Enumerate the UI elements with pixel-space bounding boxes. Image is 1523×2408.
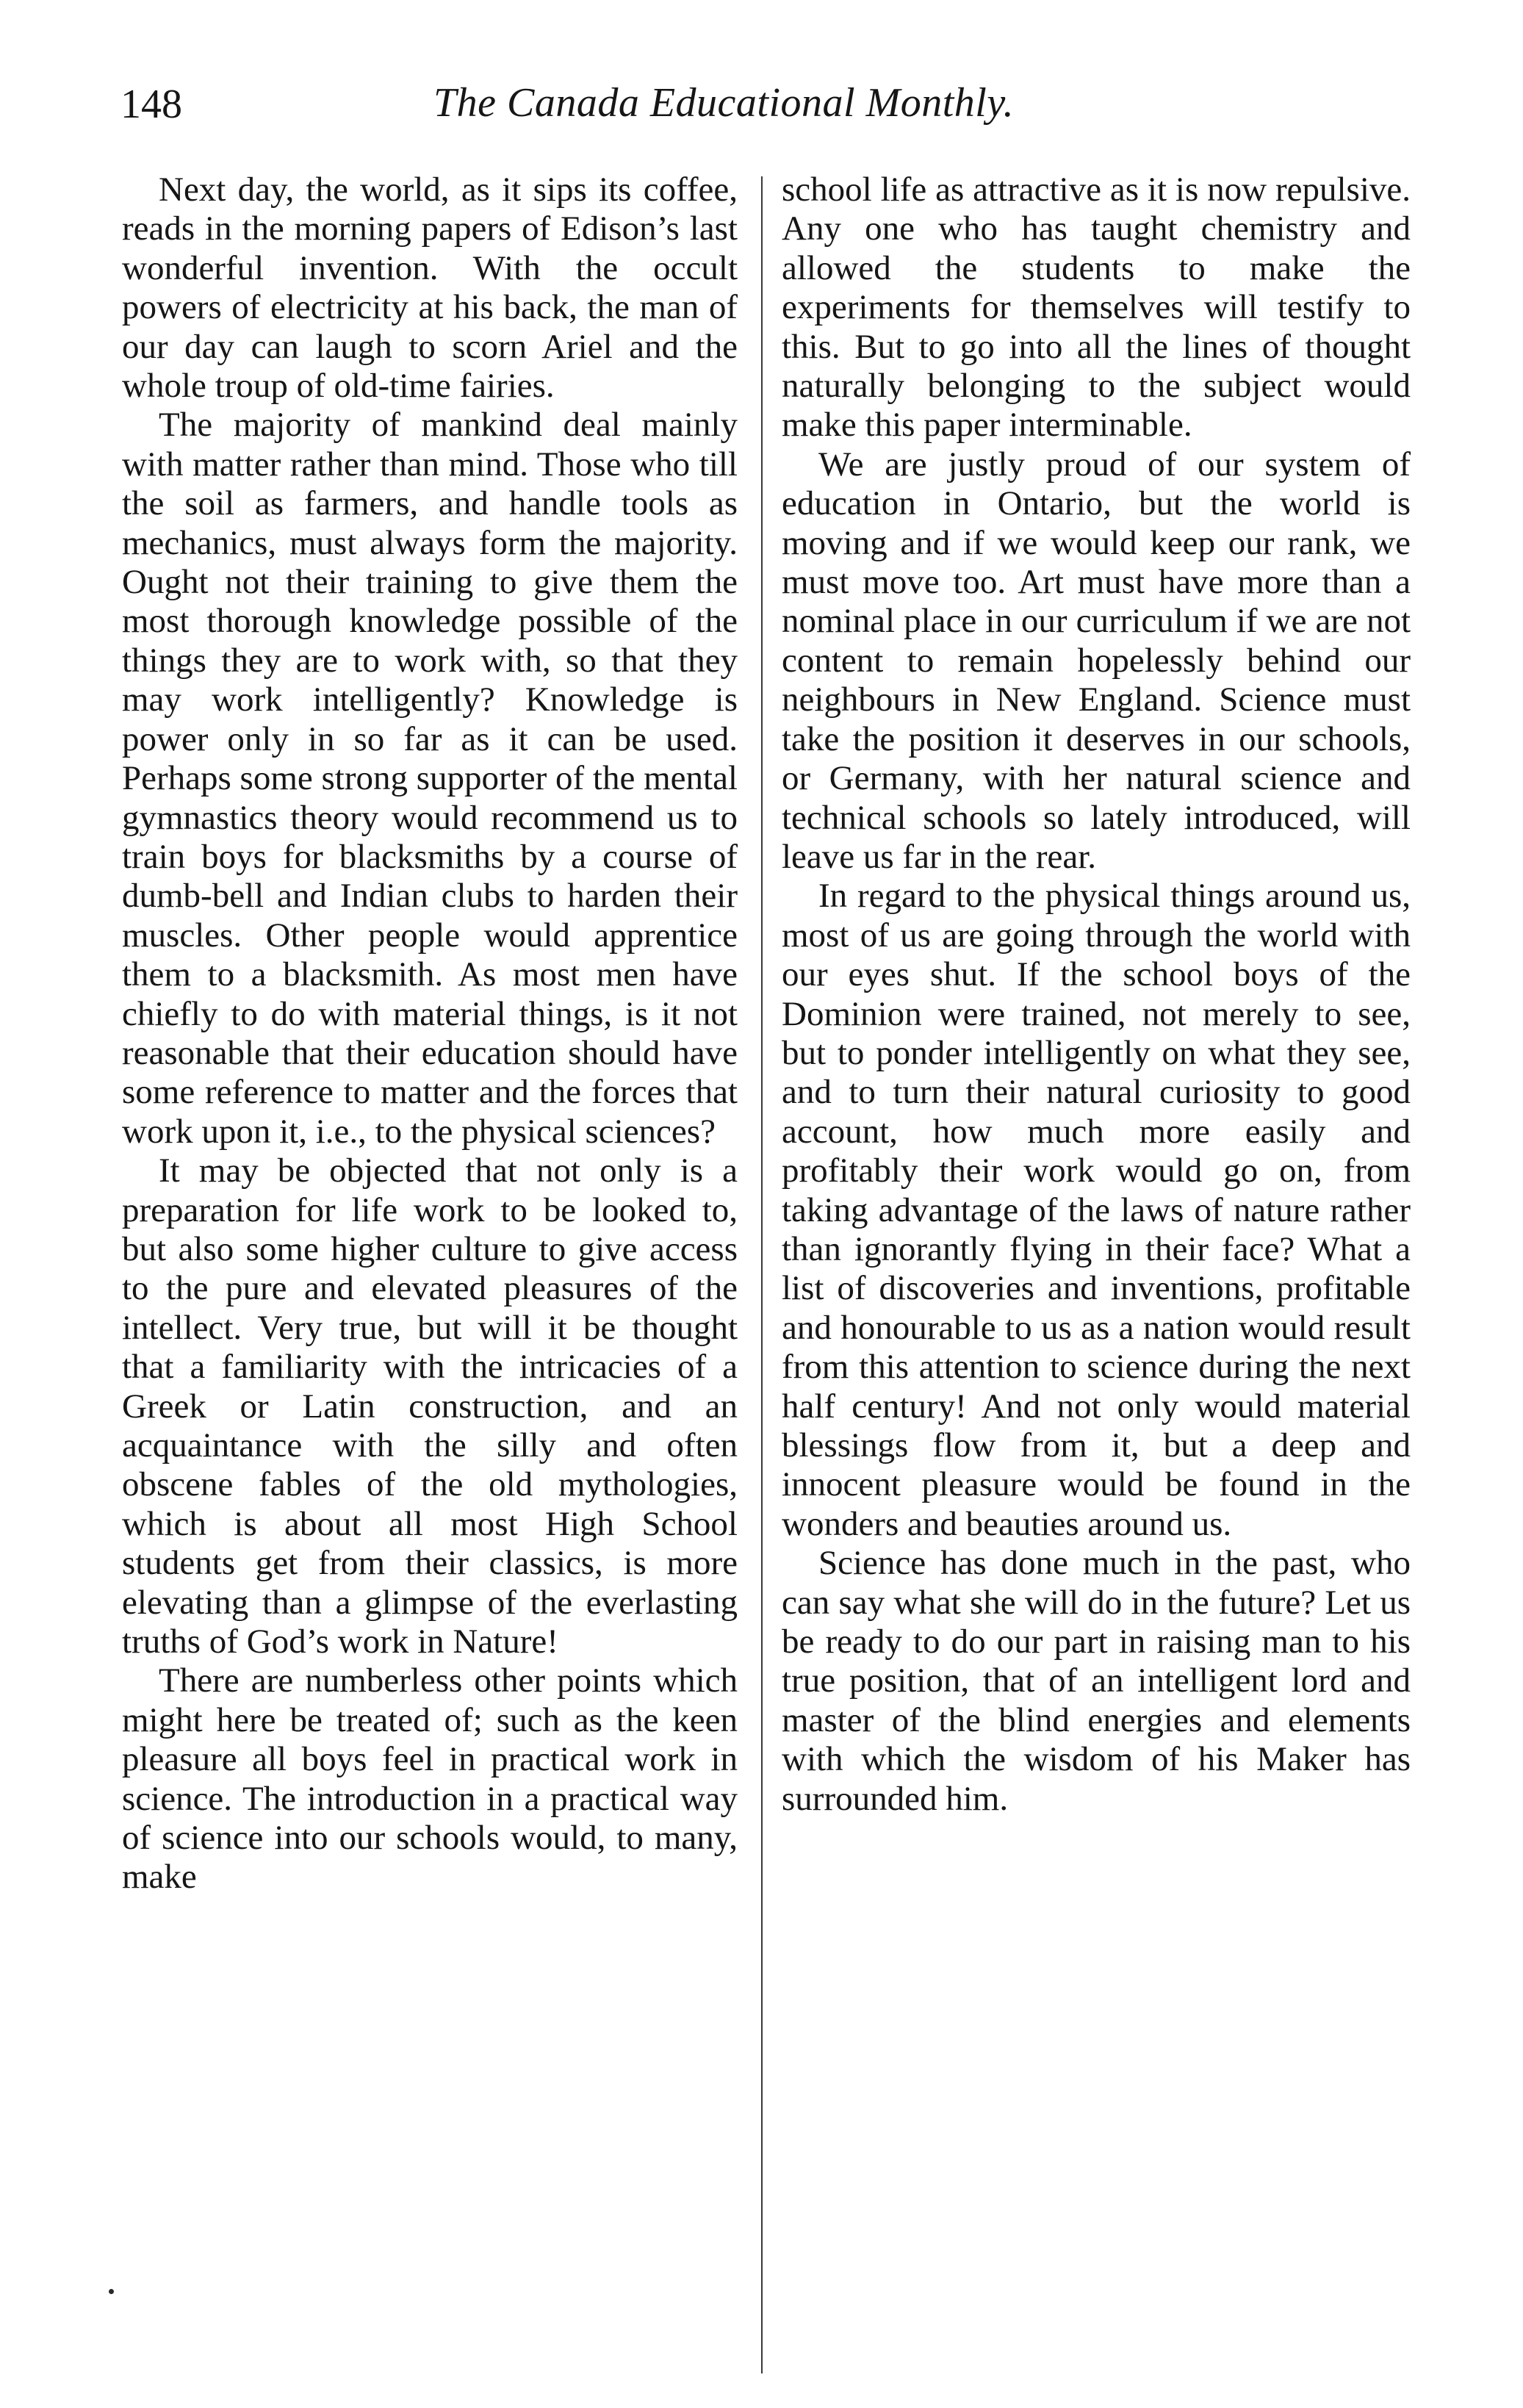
- running-title: The Canada Educational Monthly.: [433, 80, 1015, 126]
- paragraph: Next day, the world, as it sips its coffee, reads in the morning papers of Edison’s last wonderful invention. With the occult powers of electricity at his back, the man of our day can laugh to scorn Ariel and the whole troup of old-time fairies.: [122, 170, 738, 406]
- column-divider: [761, 176, 763, 2373]
- paragraph: Science has done much in the past, who can say what she will do in the future? Let us be ready to do our part in raising man to his true position, that of an intelligent lord and master of the blind energies and elements with which the wisdom of his Maker has surrounded him.: [782, 1544, 1411, 1818]
- left-column: [122, 170, 738, 1897]
- paragraph: It may be objected that not only is a preparation for life work to be looked to, but also some higher culture to give access to the pure and elevated pleasures of the intellect. Very true, but will it be thought that a familiarity with the intricacies of a Greek or Latin construction, and an acquaintance with the silly and often obscene fables of the old mythologies, which is about all most High School students get from their classics, is more elevating than a glimpse of the everlasting truths of God’s work in Nature!: [122, 1151, 738, 1661]
- paragraph: In regard to the physical things around us, most of us are going through the world with our eyes shut. If the school boys of the Dominion were trained, not merely to see, but to ponder intelligently on what they see, and to turn their natural curiosity to good account, how much more easily and profitably their work would go on, from taking advantage of the laws of nature rather than ignorantly flying in their face? What a list of discoveries and inventions, profitable and honourable to us as a nation would result from this attention to science during the next half century! And not only would material blessings flow from it, but a deep and innocent pleasure would be found in the wonders and beauties around us.: [782, 877, 1411, 1543]
- page-number: 148: [120, 82, 182, 127]
- paragraph: The majority of mankind deal mainly with matter rather than mind. Those who till the soil as farmers, and handle tools as mechanics, must always form the majority. Ought not their training to give them the most thorough knowledge possible of the things they are to work with, so that they may work intelligently? Knowledge is power only in so far as it can be used. Perhaps some strong supporter of the mental gymnastics theory would recommend us to train boys for blacksmiths by a course of dumb-bell and Indian clubs to harden their muscles. Other people would apprentice them to a blacksmith. As most men have chiefly to do with material things, is it not reasonable that their education should have some reference to matter and the forces that work upon it, i.e., to the physical sciences?: [122, 406, 738, 1151]
- paragraph: There are numberless other points which might here be treated of; such as the keen pleasure all boys feel in practical work in science. The introduction in a practical way of science into our schools would, to many, make: [122, 1661, 738, 1897]
- ink-speck: [109, 2289, 114, 2294]
- paragraph-continuation: school life as attractive as it is now repulsive. Any one who has taught chemistry and allowed the students to make the experiments for themselves will testify to this. But to go into all the lines of thought naturally belonging to the subject would make this paper interminable.: [782, 170, 1411, 445]
- paragraph: We are justly proud of our system of education in Ontario, but the world is moving and if we would keep our rank, we must move too. Art must have more than a nominal place in our curriculum if we are not content to remain hopelessly behind our neighbours in New England. Science must take the position it deserves in our schools, or Germany, with her natural science and technical schools so lately introduced, will leave us far in the rear.: [782, 445, 1411, 876]
- right-column: [782, 170, 1411, 1819]
